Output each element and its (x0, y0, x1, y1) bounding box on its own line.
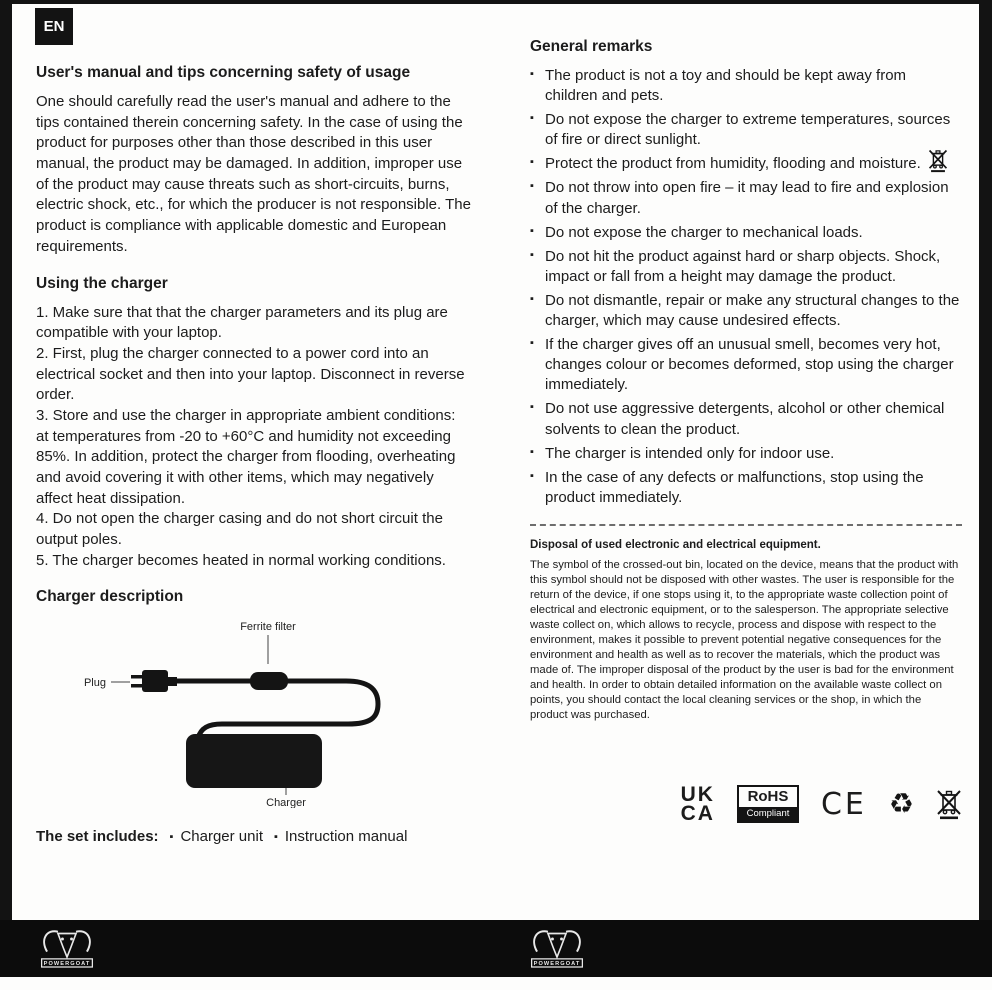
list-item: ▪ Do not throw into open fire – it may lead to fire and explosion of the charger. (530, 178, 962, 218)
list-item: ▪ If the charger gives off an unusual smell, becomes very hot, changes colour or becomes deformed, stop using the charger immediately. (530, 335, 962, 395)
language-badge (35, 8, 73, 45)
powergoat-logo (38, 924, 96, 972)
step-item: 4. Do not open the charger casing and do not short circuit the output poles. (36, 510, 443, 549)
ce-mark-icon: CE (820, 786, 867, 822)
list-item: ▪ The charger is intended only for indoor use. (530, 444, 962, 464)
set-includes-line (36, 828, 472, 845)
general-remarks-title: General remarks (530, 38, 653, 55)
set-includes-label: The set includes: (36, 828, 159, 846)
set-includes-item: ▪ Charger unit (159, 828, 263, 845)
dashed-divider (530, 524, 962, 526)
disposal-title: Disposal of used electronic and electrical equipment. (530, 538, 821, 551)
crossed-out-bin-icon (936, 788, 962, 820)
step-item: 5. The charger becomes heated in normal working conditions. (36, 551, 446, 569)
brand-text: POWERGOAT (43, 961, 91, 968)
using-section-title: Using the charger (36, 274, 168, 292)
list-item: ▪ Do not use aggressive detergents, alcohol or other chemical solvents to clean the product. (530, 399, 962, 439)
list-item: ▪ Do not expose the charger to extreme temperatures, sources of fire or direct sunlight. (530, 110, 962, 150)
charger-label: Charger (266, 797, 306, 809)
rohs-mark-icon (737, 785, 799, 823)
disposal-paragraph: The symbol of the crossed-out bin, located on the device, means that the product with this symbol should not be disposed with other wastes. The user is responsible for the return of the device, if one stops using it, to the appropriate waste collection point of electrical and electronic equipment, or to the salesperson. The appropriate selective waste collect on, which allows to recycle, process and dispose with respect to the environment, makes it possible to prevent potential negative consequences for the environment and health as well as to recover the materials, which the product was made of. The improper disposal of the product by the user is bad for the environment and health. In order to obtain detailed information on the available waste collect on points, you should contact the local cleaning services or the shop, in which the product was purchased. (530, 558, 959, 722)
charger-body-icon (186, 734, 322, 788)
rohs-compliant-label: Compliant (739, 807, 797, 821)
page-edge-left (0, 0, 12, 922)
ferrite-filter-icon (250, 672, 288, 690)
plug-label: Plug (83, 677, 106, 690)
step-item: 3. Store and use the charger in appropriate ambient conditions: at temperatures from -20 to +60°C and humidity not exceeding 85%. In addition, protect the charger from flooding, overheating and avoid covering it with other items, which may negatively affect heat dissipation. (36, 406, 456, 507)
description-section-title: Charger description (36, 588, 184, 606)
list-item: ▪ Protect the product from humidity, flooding and moisture. (530, 154, 962, 174)
page-edge-top (0, 0, 992, 4)
step-item: 1. Make sure that that the charger parameters and its plug are compatible with your laptop. (36, 303, 448, 342)
list-item: ▪ Do not dismantle, repair or make any structural changes to the charger, which may cause undesired effects. (530, 291, 962, 331)
plug-icon (131, 670, 177, 692)
set-includes-item: ▪ Instruction manual (263, 828, 407, 845)
crossed-out-bin-icon (928, 148, 948, 173)
rohs-label: RoHS (747, 788, 789, 806)
using-steps (36, 303, 472, 572)
ukca-bottom: CA (680, 802, 715, 826)
safety-section-title: User's manual and tips concerning safety of usage (36, 64, 411, 81)
left-column (36, 64, 472, 845)
powergoat-logo (528, 924, 586, 972)
language-badge-label: EN (43, 18, 65, 35)
general-remarks-list (530, 66, 962, 508)
list-item: ▪ The product is not a toy and should be kept away from children and pets. (530, 66, 962, 106)
safety-paragraph: One should carefully read the user's manual and adhere to the tips contained therein concerning safety. In the case of using the product for purposes other than those described in this user manual, the product may be damaged. In addition, improper use of the product may cause threats such as short-circuits, burns, electric shock, etc., for which the producer is not responsible. The product is compliance with applicable domestic and European requirements. (36, 93, 471, 255)
footer-bar (0, 920, 992, 977)
list-item: ▪ In the case of any defects or malfunctions, stop using the product immediately. (530, 468, 962, 508)
list-item: ▪ Do not hit the product against hard or sharp objects. Shock, impact or fall from a height may damage the product. (530, 247, 962, 287)
page-edge-right (979, 0, 992, 922)
charger-diagram (36, 616, 476, 808)
step-item: 2. First, plug the charger connected to a power cord into an electrical socket and then into your laptop. Disconnect in reverse order. (36, 344, 465, 404)
right-column (530, 38, 962, 824)
ferrite-filter-label: Ferrite filter (240, 621, 296, 634)
ukca-mark-icon (681, 785, 715, 824)
ukca-top: UK (680, 783, 715, 807)
brand-text: POWERGOAT (533, 961, 581, 968)
recycling-icon: ♻ (888, 787, 914, 821)
list-item: ▪ Do not expose the charger to mechanical loads. (530, 223, 962, 243)
certification-marks (530, 785, 962, 824)
